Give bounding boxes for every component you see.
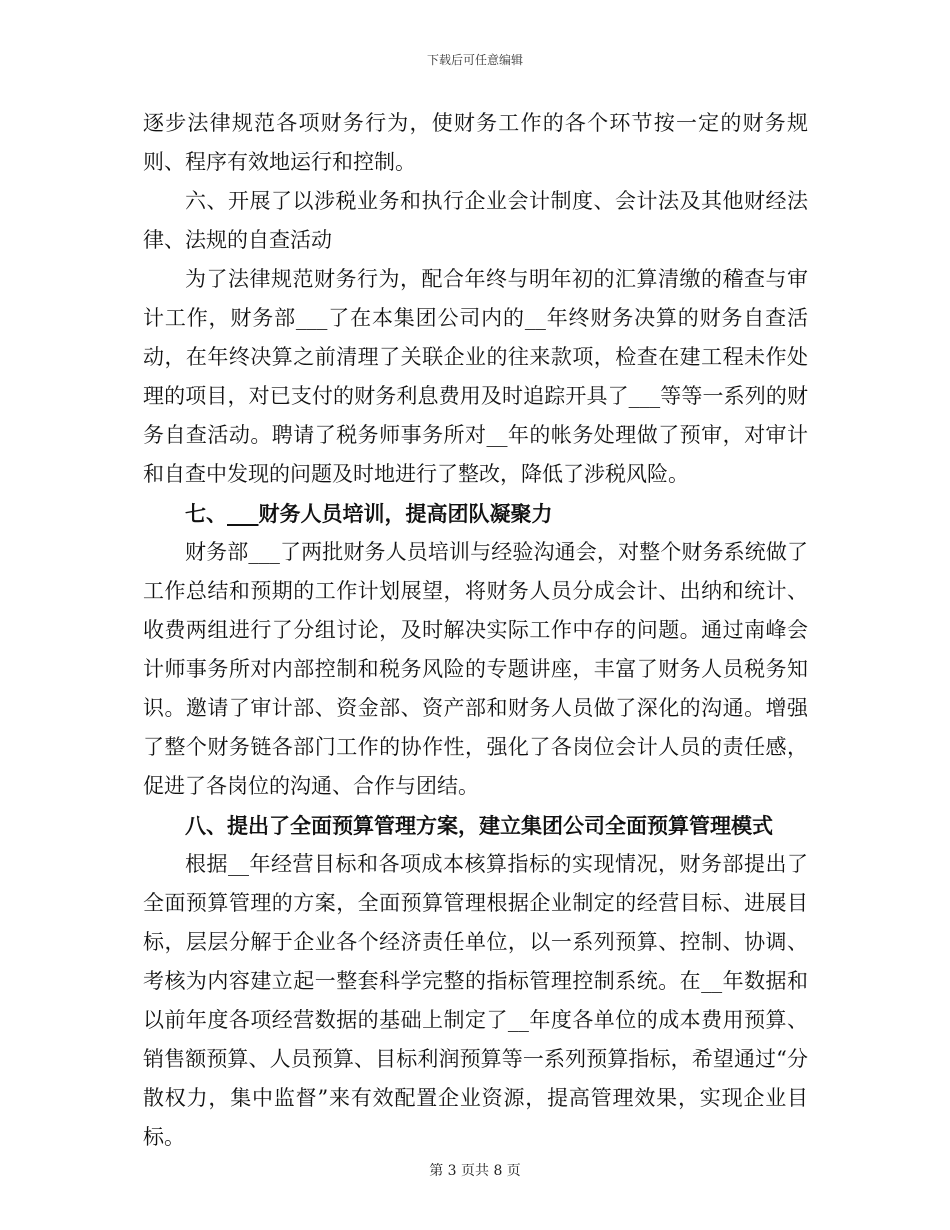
paragraph-continuation: 逐步法律规范各项财务行为，使财务工作的各个环节按一定的财务规则、程序有效地运行和控制。 (143, 111, 808, 174)
paragraph-self-inspection: 为了法律规范财务行为，配合年终与明年初的汇算清缴的稽查与审计工作，财务部___了在本集团公司内的__年终财务决算的财务自查活动，在年终决算之前清理了关联企业的往来款项，检查在建工程未作处理的项目，对已支付的财务利息费用及时追踪开具了___等等一系列的财务自查活动。聘请了税务师事务所对__年的帐务处理做了预审，对审计和自查中发现的问题及时地进行了整改，降低了涉税风险。 (143, 267, 808, 486)
page-header: 下载后可任意编辑 (426, 53, 523, 67)
document-body (143, 104, 808, 1157)
section-heading-7: 七、___财务人员培训，提高团队凝聚力 (185, 501, 553, 526)
section-heading-8: 八、提出了全面预算管理方案，建立集团公司全面预算管理模式 (185, 813, 773, 838)
page-number: 第 3 页共 8 页 (429, 1163, 521, 1179)
paragraph-training: 财务部___了两批财务人员培训与经验沟通会，对整个财务系统做了工作总结和预期的工作计划展望，将财务人员分成会计、出纳和统计、收费两组进行了分组讨论，及时解决实际工作中存的问题。通过南峰会计师事务所对内部控制和税务风险的专题讲座，丰富了财务人员税务知识。邀请了审计部、资金部、资产部和财务人员做了深化的沟通。增强了整个财务链各部门工作的协作性，强化了各岗位会计人员的责任感，促进了各岗位的沟通、合作与团结。 (143, 540, 808, 798)
paragraph-budget: 根据__年经营目标和各项成本核算指标的实现情况，财务部提出了全面预算管理的方案，全面预算管理根据企业制定的经营目标、进展目标，层层分解于企业各个经济责任单位，以一系列预算、控制、协调、考核为内容建立起一整套科学完整的指标管理控制系统。在__年数据和以前年度各项经营数据的基础上制定了__年度各单位的成本费用预算、销售额预算、人员预算、目标利润预算等一系列预算指标，希望通过“分散权力，集中监督”来有效配置企业资源，提高管理效果，实现企业目标。 (143, 852, 808, 1149)
section-heading-6: 六、开展了以涉税业务和执行企业会计制度、会计法及其他财经法律、法规的自查活动 (143, 189, 808, 252)
